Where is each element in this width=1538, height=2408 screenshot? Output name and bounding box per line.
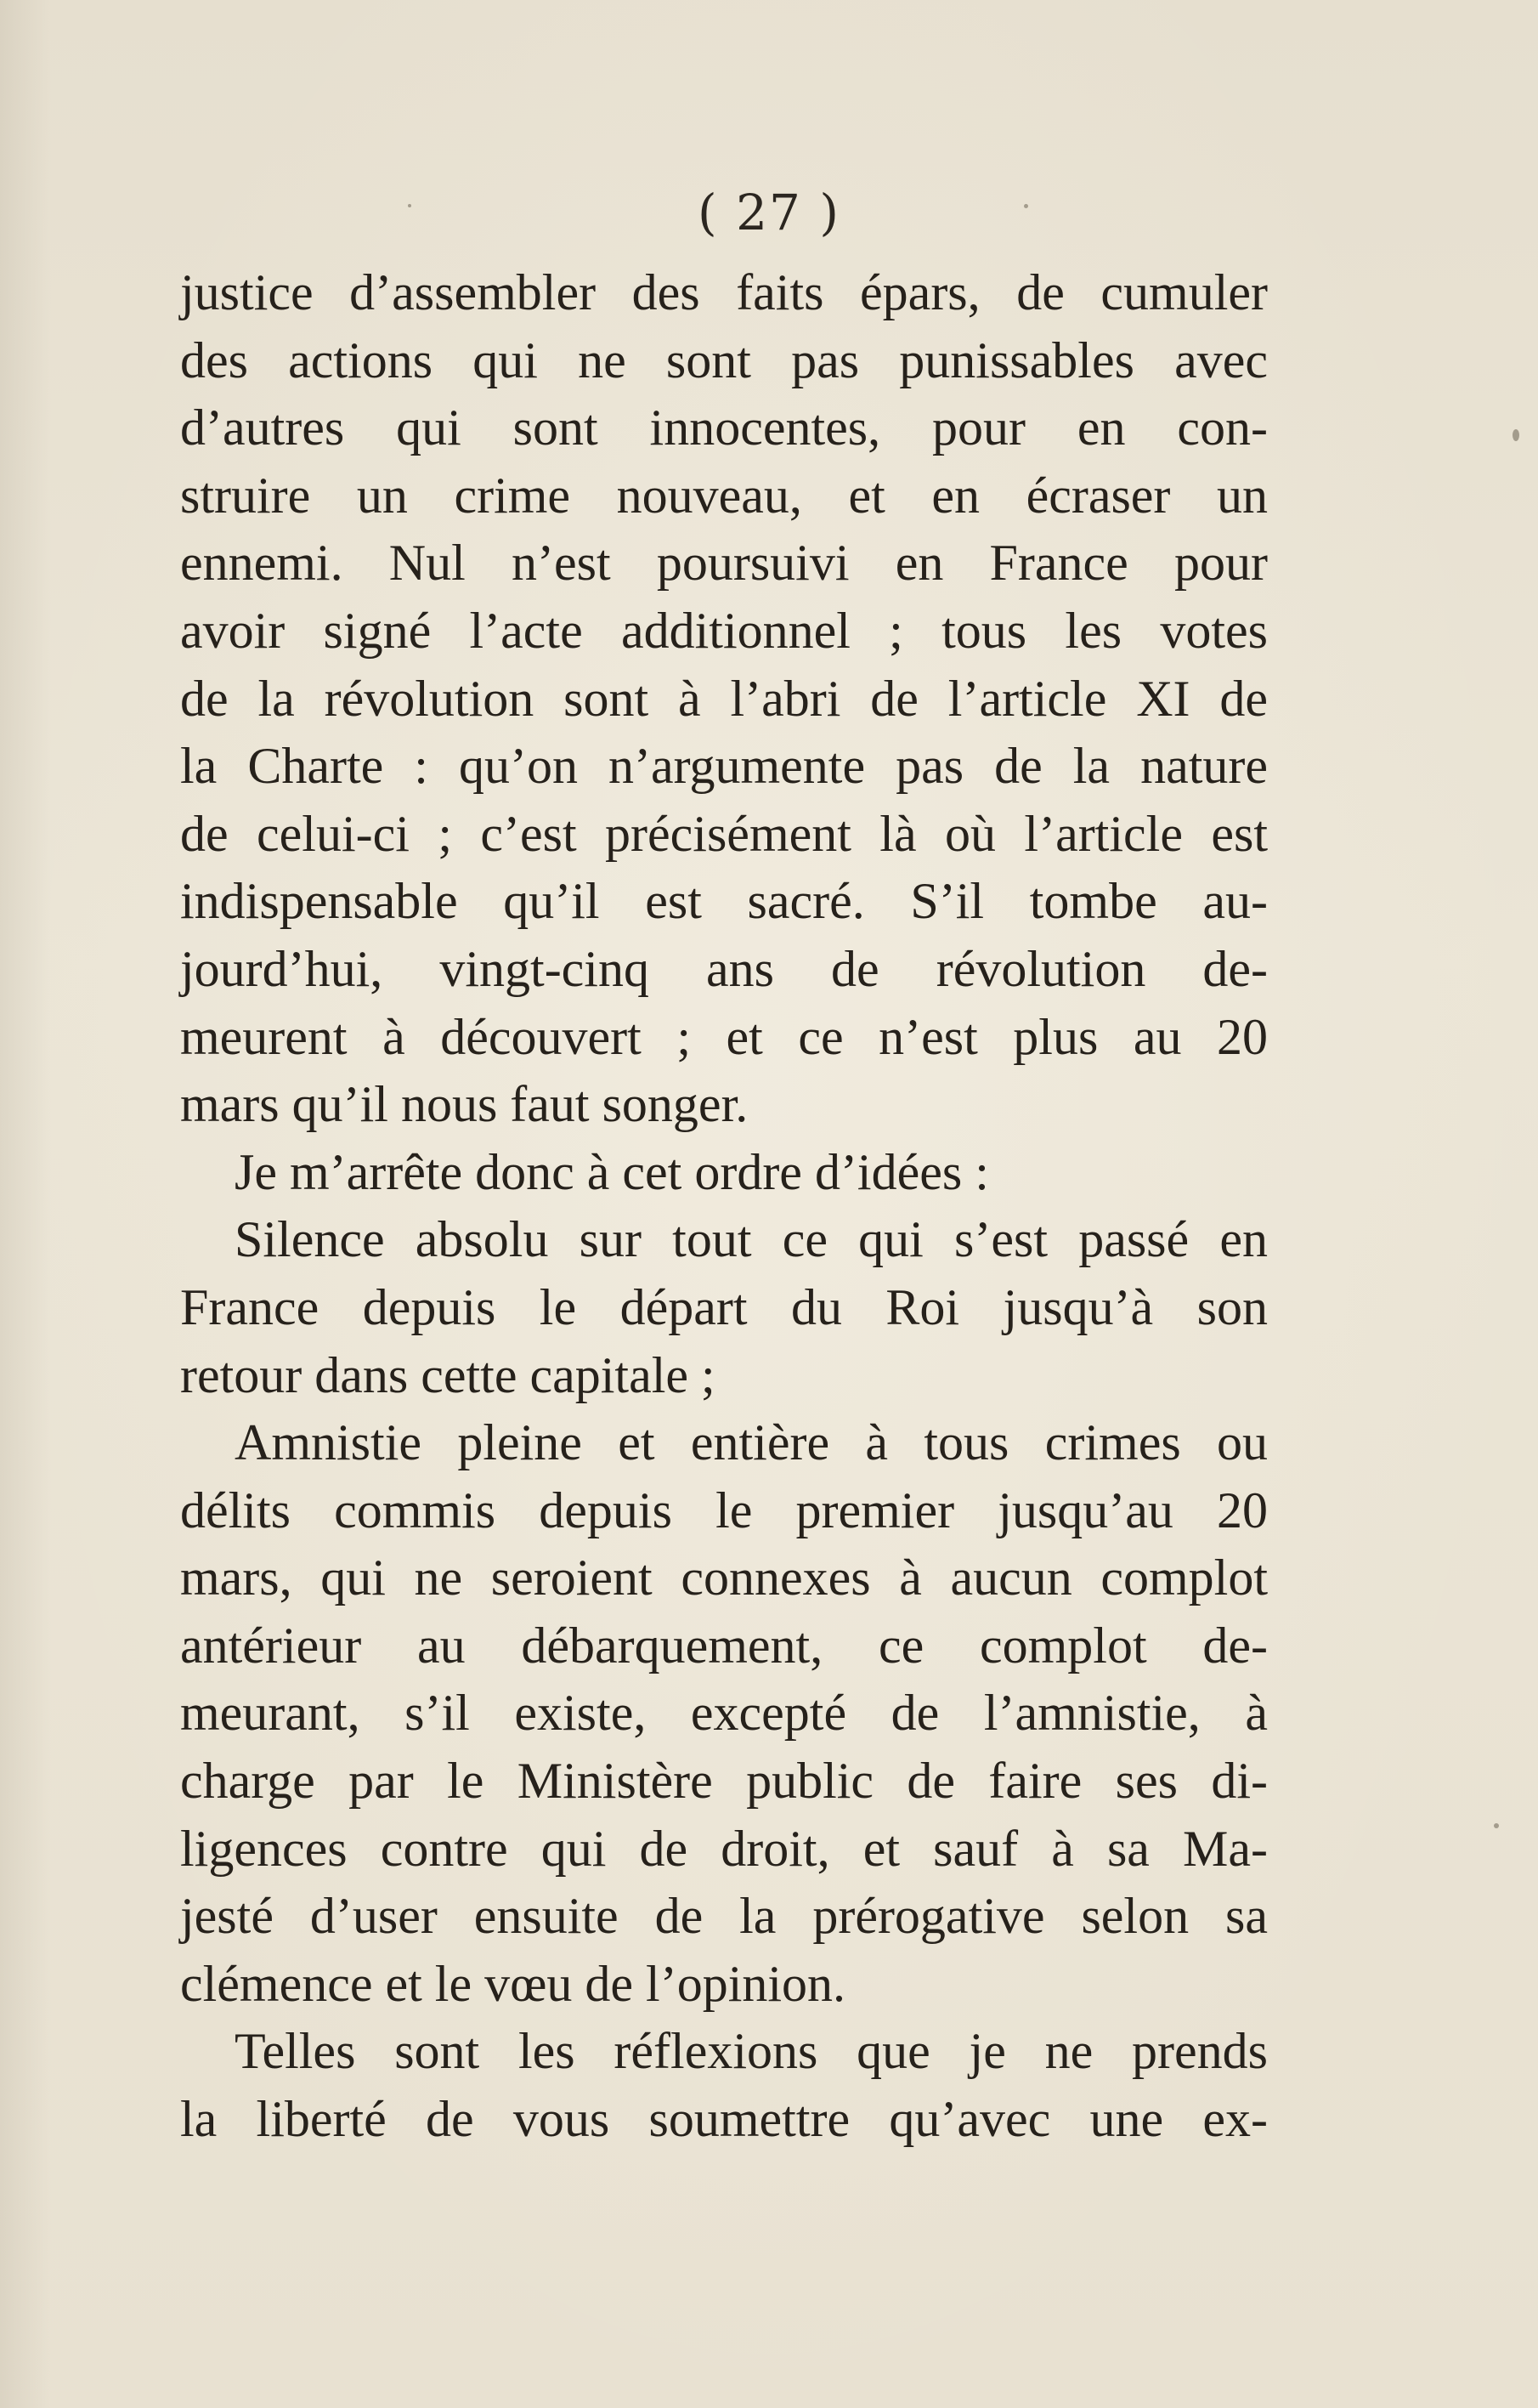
text-line: France depuis le départ du Roi jusqu’à son <box>180 1278 1268 1335</box>
text-line: meurant, s’il existe, excepté de l’amnistie, à <box>180 1685 1268 1742</box>
text-line: meurent à découvert ; et ce n’est plus au 20 <box>180 1008 1268 1065</box>
page-number: ( 27 ) <box>698 184 840 241</box>
text-line: antérieur au débarquement, ce complot de- <box>180 1617 1268 1674</box>
text-line: clémence et le vœu de l’opinion. <box>180 1955 846 2012</box>
text-line: struire un crime nouveau, et en écraser un <box>180 467 1268 524</box>
text-line: Je m’arrête donc à cet ordre d’idées : <box>235 1143 989 1200</box>
text-line: jourd’hui, vingt-cinq ans de révolution de- <box>180 940 1268 997</box>
text-line: mars, qui ne seroient connexes à aucun complot <box>180 1550 1268 1606</box>
text-line: délits commis depuis le premier jusqu’au 20 <box>180 1482 1268 1538</box>
body-text <box>180 259 1268 2154</box>
text-line: retour dans cette capitale ; <box>180 1346 715 1403</box>
text-line: jesté d’user ensuite de la prérogative selon sa <box>180 1888 1268 1945</box>
text-line: Telles sont les réflexions que je ne prends <box>235 2023 1268 2080</box>
page-edge-shadow <box>0 0 51 2408</box>
text-line: justice d’assembler des faits épars, de cumuler <box>180 264 1268 320</box>
paper-speck <box>1494 1823 1499 1828</box>
text-line: la Charte : qu’on n’argumente pas de la nature <box>180 738 1268 795</box>
text-line: ligences contre qui de droit, et sauf à sa Ma- <box>180 1820 1268 1877</box>
text-line: de celui-ci ; c’est précisément là où l’article est <box>180 805 1268 862</box>
text-line: des actions qui ne sont pas punissables avec <box>180 331 1268 388</box>
text-line: Silence absolu sur tout ce qui s’est passé en <box>235 1211 1268 1268</box>
text-line: avoir signé l’acte additionnel ; tous les votes <box>180 602 1268 659</box>
text-line: la liberté de vous soumettre qu’avec une ex- <box>180 2091 1268 2148</box>
text-line: d’autres qui sont innocentes, pour en con- <box>180 399 1268 456</box>
text-line: ennemi. Nul n’est poursuivi en France pour <box>180 535 1268 592</box>
text-line: charge par le Ministère public de faire ses di- <box>180 1753 1268 1810</box>
text-line: Amnistie pleine et entière à tous crimes ou <box>235 1414 1268 1471</box>
text-line: de la révolution sont à l’abri de l’article XI de <box>180 670 1268 727</box>
text-line: mars qu’il nous faut songer. <box>180 1076 749 1133</box>
text-line: indispensable qu’il est sacré. S’il tombe au- <box>180 873 1268 930</box>
paper-speck <box>1513 429 1519 441</box>
